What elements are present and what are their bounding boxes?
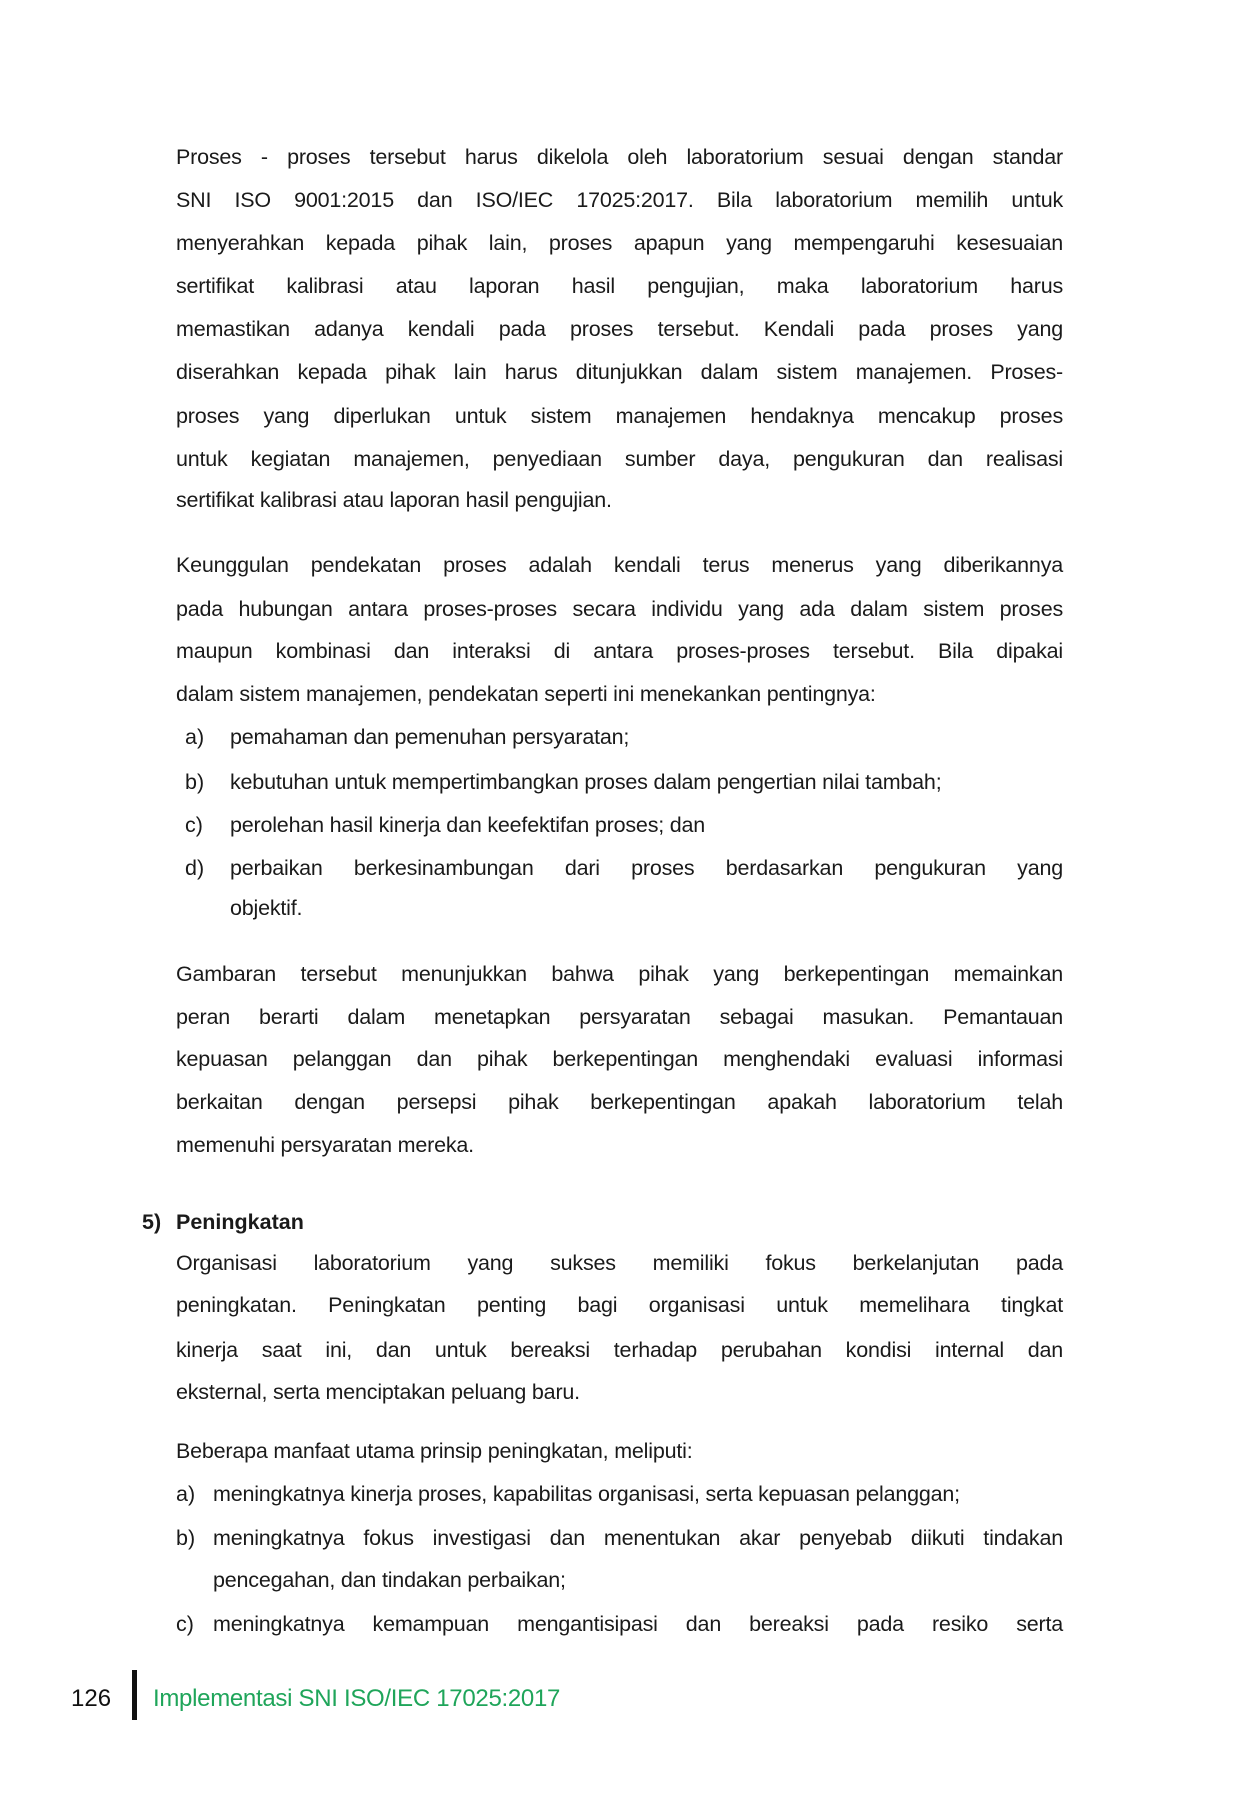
paragraph1-line: Proses - proses tersebut harus dikelola oleh laboratorium sesuai dengan standar [176,145,1063,169]
footer-divider [132,1670,137,1720]
list-item-label: d) [185,856,205,880]
paragraph1-line: menyerahkan kepada pihak lain, proses apapun yang mempengaruhi kesesuaian [176,231,1063,255]
paragraph3-line: kepuasan pelanggan dan pihak berkepentingan menghendaki evaluasi informasi [176,1047,1063,1071]
list-item-text: meningkatnya kinerja proses, kapabilitas organisasi, serta kepuasan pelanggan; [213,1482,960,1506]
list-item-text: pencegahan, dan tindakan perbaikan; [213,1568,566,1592]
list-item-text: meningkatnya kemampuan mengantisipasi dan bereaksi pada resiko serta [213,1612,1063,1636]
list-item-text: meningkatnya fokus investigasi dan menentukan akar penyebab diikuti tindakan [213,1526,1063,1550]
paragraph3-line: berkaitan dengan persepsi pihak berkepentingan apakah laboratorium telah [176,1090,1063,1114]
paragraph1-line: diserahkan kepada pihak lain harus ditunjukkan dalam sistem manajemen. Proses- [176,360,1063,384]
list-item-label: b) [176,1526,196,1550]
paragraph4-line: eksternal, serta menciptakan peluang baru. [176,1380,580,1404]
paragraph1-line: sertifikat kalibrasi atau laporan hasil pengujian. [176,488,612,512]
list-item-label: a) [176,1482,196,1506]
paragraph1-line: proses yang diperlukan untuk sistem manajemen hendaknya mencakup proses [176,404,1063,428]
list-item-text: perolehan hasil kinerja dan keefektifan proses; dan [230,813,706,837]
list-item-text: kebutuhan untuk mempertimbangkan proses dalam pengertian nilai tambah; [230,770,942,794]
paragraph2-line: Keunggulan pendekatan proses adalah kendali terus menerus yang diberikannya [176,553,1063,577]
paragraph4-line: Organisasi laboratorium yang sukses memiliki fokus berkelanjutan pada [176,1251,1063,1275]
page-number: 126 [71,1685,112,1712]
list-item-text: pemahaman dan pemenuhan persyaratan; [230,725,630,749]
section-number: 5) [142,1210,162,1234]
paragraph4-line: peningkatan. Peningkatan penting bagi organisasi untuk memelihara tingkat [176,1293,1063,1317]
paragraph2-line: dalam sistem manajemen, pendekatan seperti ini menekankan pentingnya: [176,682,876,706]
paragraph3-line: Gambaran tersebut menunjukkan bahwa pihak yang berkepentingan memainkan [176,962,1063,986]
paragraph5-line: Beberapa manfaat utama prinsip peningkatan, meliputi: [176,1439,693,1463]
paragraph4-line: kinerja saat ini, dan untuk bereaksi terhadap perubahan kondisi internal dan [176,1338,1063,1362]
list-item-label: b) [185,770,205,794]
paragraph1-line: sertifikat kalibrasi atau laporan hasil pengujian, maka laboratorium harus [176,274,1063,298]
paragraph3-line: peran berarti dalam menetapkan persyaratan sebagai masukan. Pemantauan [176,1005,1063,1029]
list-item-text: objektif. [230,896,303,920]
section-title: Peningkatan [176,1210,304,1234]
paragraph1-line: SNI ISO 9001:2015 dan ISO/IEC 17025:2017. Bila laboratorium memilih untuk [176,188,1063,212]
book-title: Implementasi SNI ISO/IEC 17025:2017 [153,1685,561,1712]
paragraph2-line: maupun kombinasi dan interaksi di antara proses-proses tersebut. Bila dipakai [176,639,1063,663]
list-item-label: a) [185,725,205,749]
list-item-label: c) [185,813,203,837]
paragraph1-line: memastikan adanya kendali pada proses tersebut. Kendali pada proses yang [176,317,1063,341]
paragraph3-line: memenuhi persyaratan mereka. [176,1133,474,1157]
list-item-text: perbaikan berkesinambungan dari proses berdasarkan pengukuran yang [230,856,1063,880]
list-item-label: c) [176,1612,194,1636]
paragraph1-line: untuk kegiatan manajemen, penyediaan sumber daya, pengukuran dan realisasi [176,447,1063,471]
paragraph2-line: pada hubungan antara proses-proses secara individu yang ada dalam sistem proses [176,597,1063,621]
